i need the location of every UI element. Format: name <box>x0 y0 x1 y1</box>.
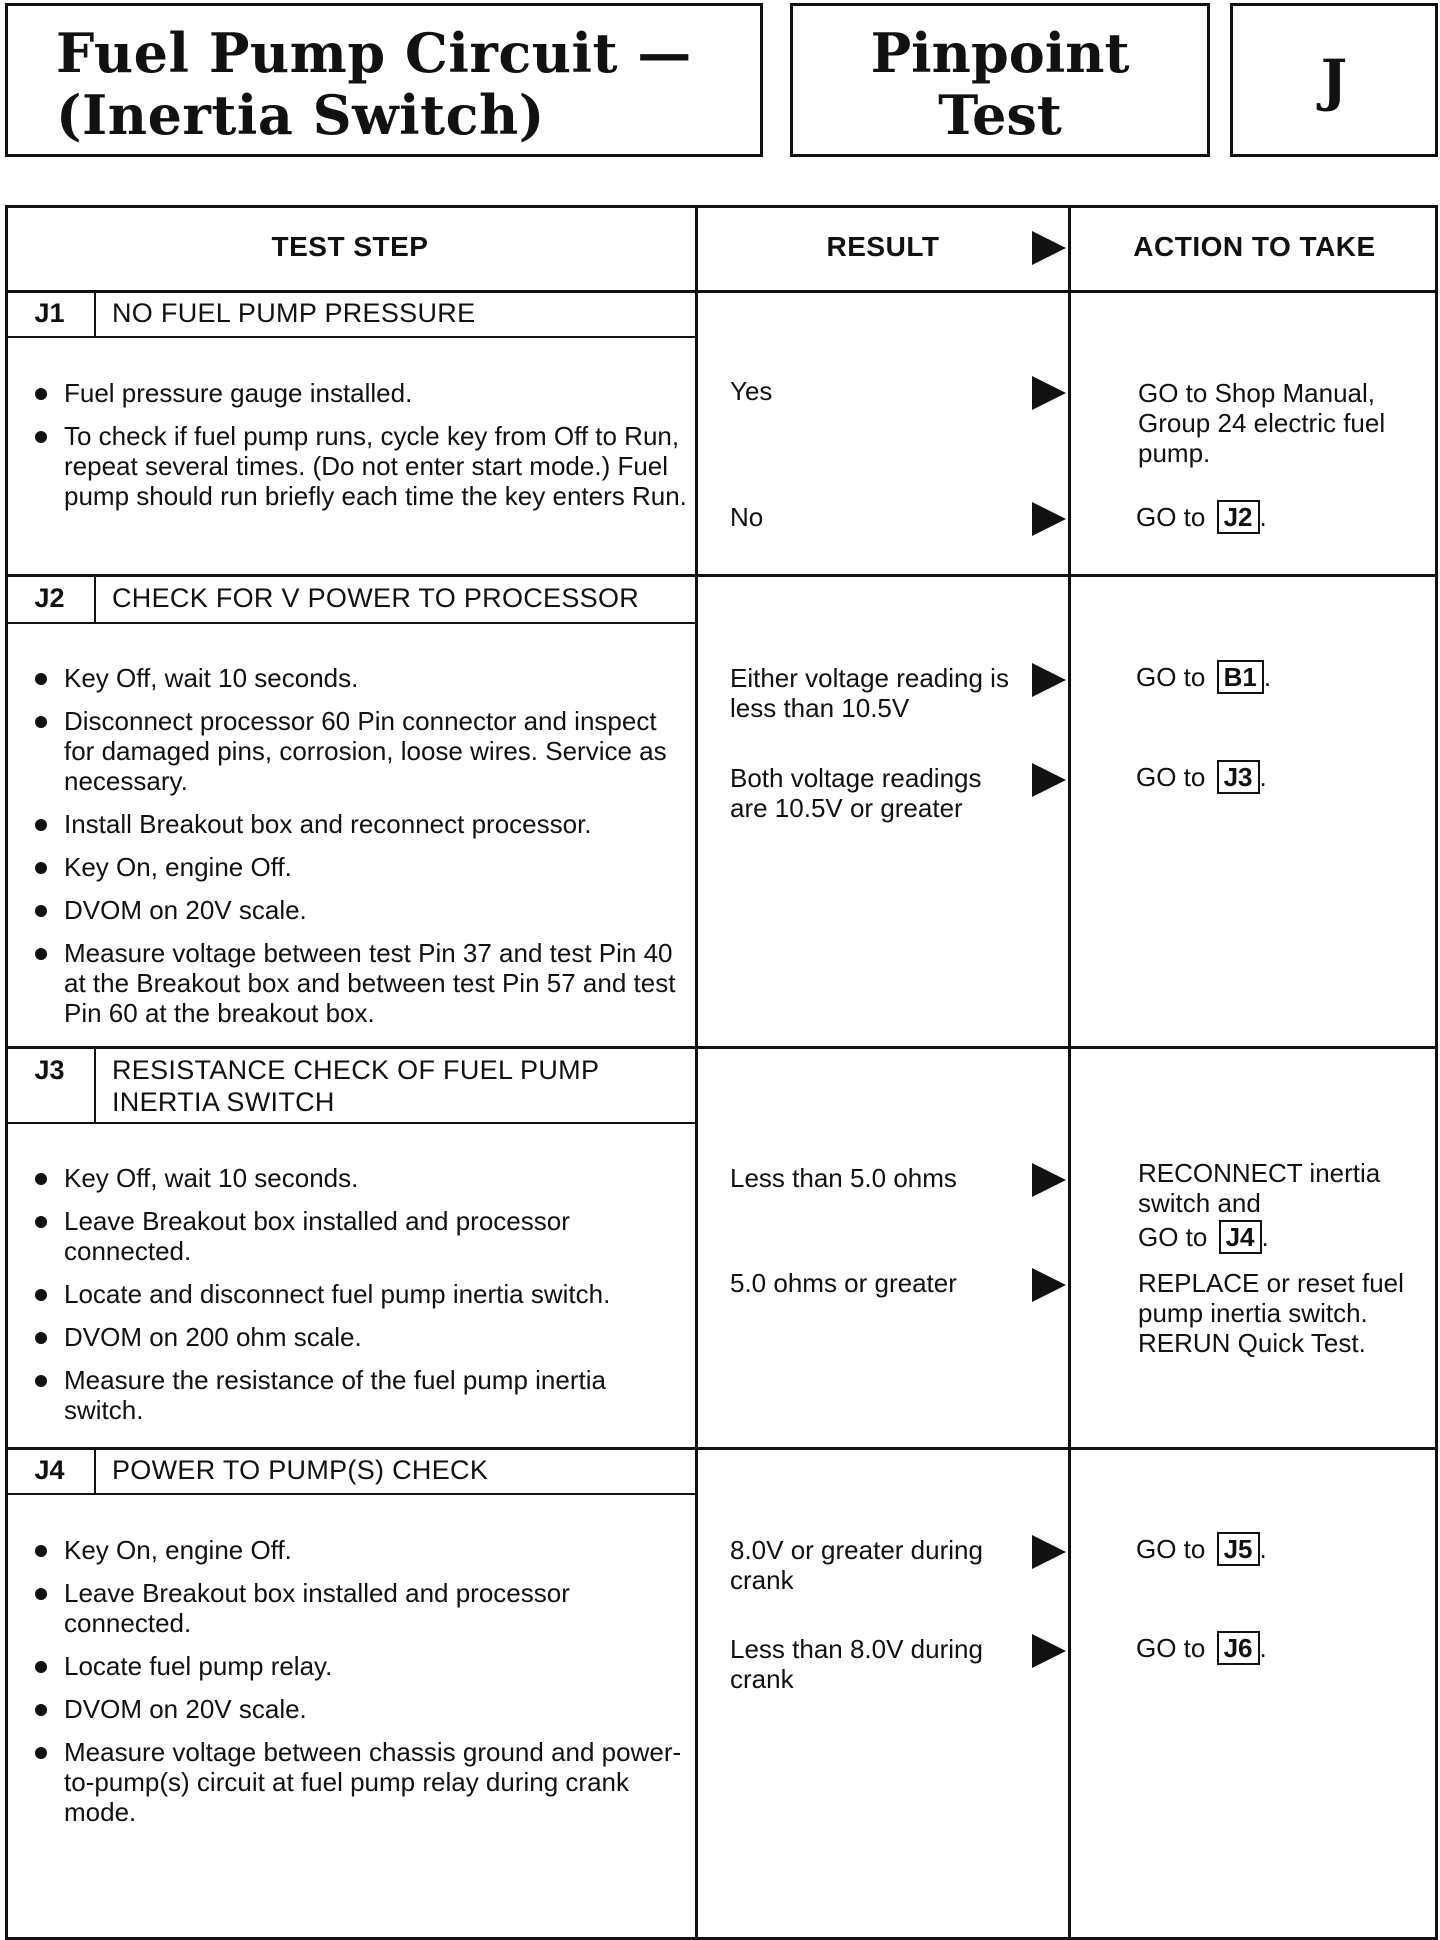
step-title: NO FUEL PUMP PRESSURE <box>112 298 476 328</box>
list-item: DVOM on 20V scale. <box>32 1694 692 1724</box>
step-id: J1 <box>34 298 65 328</box>
step-instructions <box>32 663 692 1041</box>
step-reference-link[interactable]: J5 <box>1217 1532 1260 1566</box>
pinpoint-label: Pinpoint <box>870 21 1130 85</box>
action-text: GO to B1 . <box>1136 662 1272 692</box>
step-id: J4 <box>34 1455 65 1485</box>
list-item: To check if fuel pump runs, cycle key from Off to Run, repeat several times. (Do not enter start mode.) Fuel pump should run briefly each time the key enters Run. <box>32 421 692 511</box>
list-item: Leave Breakout box installed and processor connected. <box>32 1206 692 1266</box>
list-item: Key On, engine Off. <box>32 1535 692 1565</box>
list-item: Locate fuel pump relay. <box>32 1651 692 1681</box>
column-divider-2 <box>1068 205 1071 1940</box>
arrow-icon <box>1032 763 1066 797</box>
result-header: RESULT <box>826 231 940 262</box>
step-title: CHECK FOR V POWER TO PROCESSOR <box>112 583 640 613</box>
result-text: 5.0 ohms or greater <box>730 1268 957 1298</box>
step-reference-link[interactable]: J3 <box>1217 760 1260 794</box>
row-divider-j3 <box>5 1447 1438 1450</box>
arrow-icon <box>1032 1163 1066 1197</box>
header-row-divider <box>5 290 1438 293</box>
title-box <box>5 3 763 157</box>
title-line-1: Fuel Pump Circuit — <box>56 21 692 85</box>
list-item: Key Off, wait 10 seconds. <box>32 663 692 693</box>
result-text: No <box>730 502 764 532</box>
arrow-icon <box>1032 1634 1066 1668</box>
row-divider-j1 <box>5 574 1438 577</box>
result-text: Less than 5.0 ohms <box>730 1163 957 1193</box>
test-letter: J <box>1320 48 1348 114</box>
test-label: Test <box>938 83 1062 147</box>
list-item: DVOM on 20V scale. <box>32 895 692 925</box>
arrow-icon <box>1032 663 1066 697</box>
step-title: RESISTANCE CHECK OF FUEL PUMP INERTIA SWITCH <box>112 1055 600 1117</box>
step-instructions <box>32 1163 692 1438</box>
list-item: Key On, engine Off. <box>32 852 692 882</box>
step-id: J2 <box>34 583 65 613</box>
list-item: Install Breakout box and reconnect processor. <box>32 809 692 839</box>
test-letter-box <box>1230 3 1438 157</box>
arrow-icon <box>1032 376 1066 410</box>
action-text: RECONNECT inertia switch and GO to J4 . <box>1138 1158 1381 1252</box>
result-arrow-icon <box>1032 231 1066 265</box>
arrow-icon <box>1032 1535 1066 1569</box>
result-text: Both voltage readings are 10.5V or greater <box>730 763 982 823</box>
step-reference-link[interactable]: J4 <box>1219 1220 1262 1254</box>
list-item: Measure the resistance of the fuel pump inertia switch. <box>32 1365 692 1425</box>
step-instructions <box>32 1535 692 1840</box>
action-text: GO to Shop Manual, Group 24 electric fuel pump. <box>1138 378 1386 468</box>
step-title: POWER TO PUMP(S) CHECK <box>112 1455 489 1485</box>
pinpoint-test-box <box>790 3 1210 157</box>
action-text: GO to J5 . <box>1136 1534 1267 1564</box>
action-text: REPLACE or reset fuel pump inertia switch. RERUN Quick Test. <box>1138 1268 1404 1358</box>
action-header: ACTION TO TAKE <box>1133 231 1376 262</box>
list-item: Fuel pressure gauge installed. <box>32 378 692 408</box>
title-line-2: (Inertia Switch) <box>56 83 545 147</box>
result-text: Less than 8.0V during crank <box>730 1634 983 1694</box>
action-text: GO to J3 . <box>1136 762 1267 792</box>
step-reference-link[interactable]: J6 <box>1217 1631 1260 1665</box>
list-item: Leave Breakout box installed and processor connected. <box>32 1578 692 1638</box>
step-id: J3 <box>34 1055 65 1085</box>
list-item: Locate and disconnect fuel pump inertia switch. <box>32 1279 692 1309</box>
result-text: 8.0V or greater during crank <box>730 1535 983 1595</box>
result-text: Yes <box>730 376 773 406</box>
action-text: GO to J6 . <box>1136 1633 1267 1663</box>
arrow-icon <box>1032 502 1066 536</box>
result-text: Either voltage reading is less than 10.5V <box>730 663 1009 723</box>
arrow-icon <box>1032 1268 1066 1302</box>
page-title <box>56 22 692 146</box>
list-item: Key Off, wait 10 seconds. <box>32 1163 692 1193</box>
column-divider-1 <box>695 205 698 1940</box>
list-item: Disconnect processor 60 Pin connector and inspect for damaged pins, corrosion, loose wires. Service as necessary. <box>32 706 692 796</box>
action-text: GO to J2 . <box>1136 502 1267 532</box>
test-step-header: TEST STEP <box>271 231 429 262</box>
list-item: DVOM on 200 ohm scale. <box>32 1322 692 1352</box>
row-divider-j2 <box>5 1046 1438 1049</box>
step-reference-link[interactable]: J2 <box>1217 500 1260 534</box>
step-instructions <box>32 378 692 524</box>
step-reference-link[interactable]: B1 <box>1217 660 1264 694</box>
list-item: Measure voltage between chassis ground and power-to-pump(s) circuit at fuel pump relay during crank mode. <box>32 1737 692 1827</box>
list-item: Measure voltage between test Pin 37 and test Pin 40 at the Breakout box and between test Pin 57 and test Pin 60 at the breakout box. <box>32 938 692 1028</box>
